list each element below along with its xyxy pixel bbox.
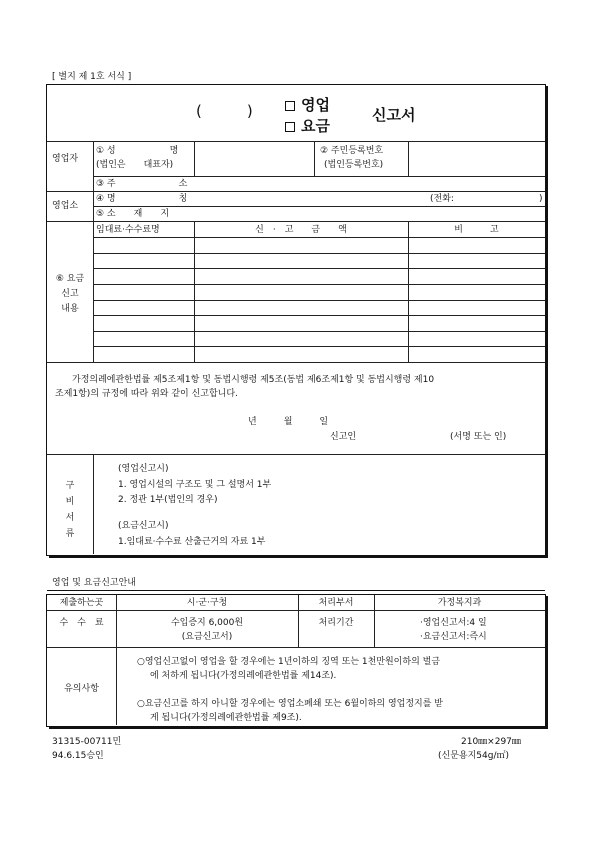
form-code: 31315-00711민 [52,737,122,747]
fee-amount-cell[interactable] [196,239,406,251]
note-1: ○영업신고없이 영업을 할 경우에는 1년이하의 징역 또는 1천만원이하의 벌금 [137,657,441,667]
checkbox-icon [285,122,295,132]
fee-amount-cell[interactable] [196,270,406,282]
fee-note-cell[interactable] [410,302,543,314]
fee-name-cell[interactable] [95,333,192,345]
fee-amount-cell[interactable] [196,333,406,345]
fee-note-cell[interactable] [410,270,543,282]
paper-size: 210㎜×297㎜ [461,737,521,747]
name-field[interactable] [196,143,312,174]
fee-docs-header: (요금신고시) [118,521,169,531]
fee-note-cell[interactable] [410,286,543,298]
period-fee: ·요금신고서:즉시 [420,632,487,642]
dept-label: 처리부서 [318,598,354,608]
name-label-note: (법인은 대표자) [96,160,174,170]
note-1-cont: 에 처하게 됩니다(가정의례에관한법률 제14조). [150,671,337,681]
business-doc-item: 2. 정관 1부(법인의 경우) [118,495,218,505]
fee-amount-cell[interactable] [196,255,406,267]
fee-amount-cell[interactable] [196,348,406,360]
note-2: ○요금신고를 하지 아니할 경우에는 영업소폐쇄 또는 6월이하의 영업정지를 받 [137,699,443,709]
paper-type: (신문용지54g/㎡) [438,751,509,761]
title-paren: ( ) [196,102,253,120]
operator-section-label: 영업자 [52,154,79,164]
location-label: ⑤ 소 재 지 [96,209,170,219]
business-doc-item: 1. 영업시설의 구조도 및 그 설명서 1부 [118,480,272,490]
fee-note-cell[interactable] [410,239,543,251]
sign-note: (서명 또는 인) [450,432,507,442]
shop-section-label: 영업소 [52,201,79,211]
shop-name-label: ④ 명 칭 [96,194,188,204]
business-docs-header: (영업신고시) [118,464,169,474]
notes-label: 유의사항 [64,684,99,694]
fee-note-cell[interactable] [410,255,543,267]
signer-label: 신고인 [330,432,357,442]
fee-name-cell[interactable] [95,255,192,267]
form-title: 신고서 [372,106,416,124]
id-number-label: ② 주민등록번호 [320,146,384,156]
shop-name-field[interactable] [196,193,426,205]
fee-note-cell[interactable] [410,317,543,329]
period-label: 처리기간 [318,618,354,628]
documents-section-label: 구 비 서 류 [65,481,75,539]
declaration-text-2: 조제1항)의 규정에 따라 위와 같이 신고합니다. [55,389,238,399]
dept-value: 가정복지과 [437,598,482,608]
fee-label: 수 수 료 [59,618,104,628]
fee-section-label: ⑥ 요금 신고 내용 [55,274,85,314]
id-number-field[interactable] [410,143,542,174]
phone-label: (전화: [430,194,454,204]
fee-amount-cell[interactable] [196,302,406,314]
fee-col-note-header: 비 고 [454,225,499,235]
guide-title: 영업 및 요금신고안내 [52,578,136,588]
declaration-text-1: 가정의례에관한법률 제5조제1항 및 동법시행령 제5조(동법 제6조제1항 및 동법시행령 제10 [72,375,435,385]
fee-name-cell[interactable] [95,302,192,314]
fee-col-amount-header: 신 · 고 금 액 [255,225,347,235]
fee-col-name-header: 임대료·수수료명 [96,225,160,235]
checkbox-icon [285,101,295,111]
note-2-cont: 게 됩니다(가정의례에관한법률 제9조). [150,713,302,723]
address-label: ③ 주 소 [96,179,188,189]
period-business: ·영업신고서:4 일 [420,618,487,628]
name-label: ① 성 명 [96,146,179,156]
fee-doc-item: 1.임대료·수수료 산출근거의 자료 1부 [118,537,266,547]
option-business[interactable]: 영업 [285,96,330,114]
submit-value: 시·군·구청 [186,598,228,608]
form-label: [ 별지 제 1호 서식 ] [52,72,132,82]
address-field[interactable] [196,178,542,190]
submit-label: 제출하는곳 [59,598,104,608]
location-field[interactable] [196,208,542,220]
option-fee[interactable]: 요금 [285,117,330,135]
fee-amount-cell[interactable] [196,286,406,298]
declaration-date: 년 월 일 [248,417,329,427]
approval-date: 94.6.15승인 [52,751,104,761]
fee-name-cell[interactable] [95,286,192,298]
fee-note-cell[interactable] [410,348,543,360]
id-number-label-note: (법인등록번호) [324,160,384,170]
fee-amount-cell[interactable] [196,317,406,329]
fee-note-cell[interactable] [410,333,543,345]
fee-name-cell[interactable] [95,317,192,329]
phone-close: ) [539,194,543,204]
fee-name-cell[interactable] [95,348,192,360]
fee-name-cell[interactable] [95,239,192,251]
fee-value-note: (요금신고서) [181,632,233,642]
fee-value: 수입증지 6,000원 [170,618,244,628]
fee-name-cell[interactable] [95,270,192,282]
